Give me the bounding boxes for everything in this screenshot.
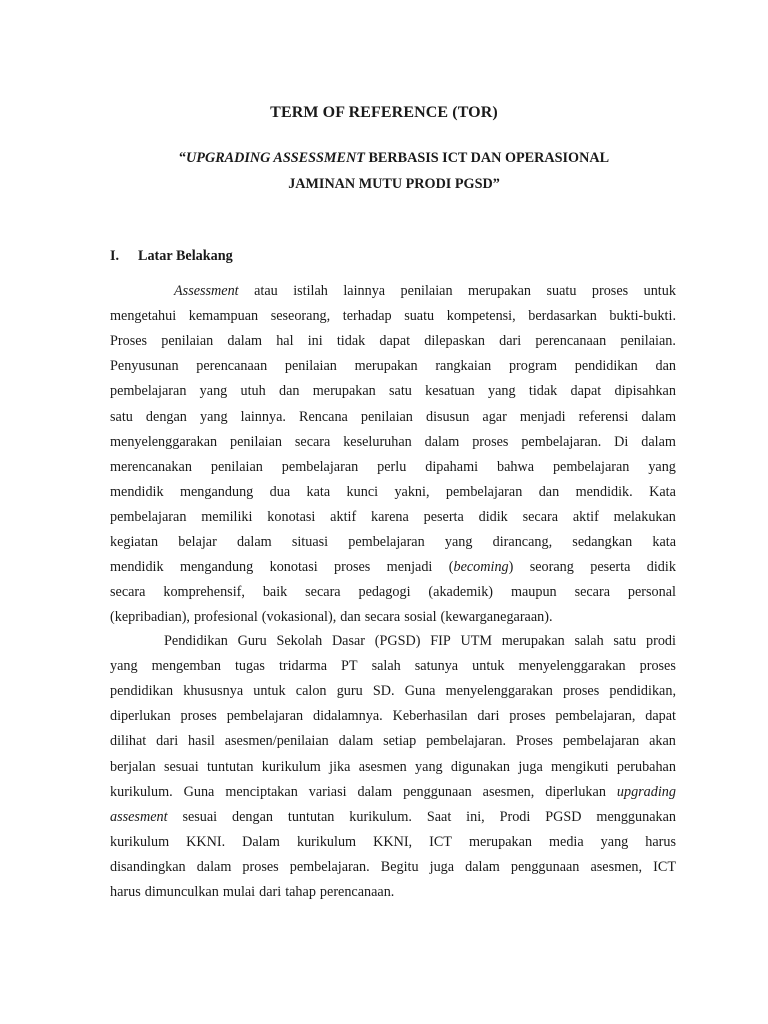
word: dan — [655, 358, 676, 374]
word: aktif — [572, 509, 599, 525]
word: salah — [574, 633, 604, 649]
paragraph-1-line-2 — [110, 307, 676, 325]
word: memiliki — [201, 509, 253, 525]
word: satunya — [414, 658, 459, 674]
word: proses — [591, 283, 629, 299]
word: mengandung — [179, 484, 254, 500]
word: Di — [614, 434, 629, 450]
word: dari — [156, 733, 179, 749]
word: dan — [538, 484, 560, 500]
word: Rencana — [299, 409, 348, 425]
word: dalam — [424, 434, 460, 450]
word: sedangkan — [572, 534, 633, 550]
word: dirancang, — [492, 534, 553, 550]
word: assesment — [110, 809, 168, 825]
word: penilaian — [230, 434, 283, 450]
word: Guna — [404, 683, 436, 699]
word: jika — [329, 759, 351, 775]
word: (kewarganegaraan). — [440, 609, 553, 625]
word: harus — [110, 884, 141, 900]
word: kurikulum — [296, 834, 357, 850]
word: dilepaskan — [424, 333, 485, 349]
word: komprehensif, — [163, 584, 245, 600]
word: UTM — [460, 633, 493, 649]
paragraph-2-line-9 — [110, 833, 676, 851]
word: dipahami — [425, 459, 479, 475]
word: perencanaan — [535, 333, 607, 349]
word: mengemban — [151, 658, 221, 674]
word: asesmen/penilaian — [224, 733, 329, 749]
word: mendidik — [110, 484, 164, 500]
word: ini — [307, 333, 323, 349]
word: yang — [415, 759, 443, 775]
word: yakni, — [394, 484, 430, 500]
word: hal — [276, 333, 294, 349]
word: didik — [478, 509, 508, 525]
word: ICT — [653, 859, 676, 875]
word: tahap — [285, 884, 316, 900]
paragraph-1-line-5 — [110, 382, 676, 400]
word: dalam — [227, 333, 263, 349]
word: kata — [306, 484, 331, 500]
word: proses — [639, 658, 676, 674]
word: FIP — [430, 633, 451, 649]
word: pembelajaran — [562, 733, 640, 749]
word: profesional — [193, 609, 258, 625]
word: perlu — [377, 459, 407, 475]
word: dengan — [232, 809, 273, 825]
word: penggunaan — [403, 784, 472, 800]
word: dilihat — [110, 733, 147, 749]
subtitle-open-quote: “ — [178, 150, 187, 166]
word: secara — [294, 434, 331, 450]
word: Sekolah — [276, 633, 323, 649]
paragraph-2-line-11 — [110, 883, 676, 901]
word: PGSD — [545, 809, 582, 825]
word: pembelajaran — [110, 509, 187, 525]
word: pembelajaran. — [521, 434, 602, 450]
word: sosial — [404, 609, 437, 625]
word: yang — [648, 459, 676, 475]
word: perencanaan — [196, 358, 268, 374]
word: disusun — [425, 409, 470, 425]
word: belajar — [178, 534, 217, 550]
word: merupakan — [468, 834, 532, 850]
word: satu — [389, 383, 412, 399]
word: menggunakan — [596, 809, 676, 825]
word: calon — [295, 683, 327, 699]
paragraph-2-line-5 — [110, 732, 676, 750]
word: lainnya. — [240, 409, 286, 425]
word: kurikulum — [110, 834, 170, 850]
word: penilaian — [161, 333, 214, 349]
paragraph-1-line-7 — [110, 433, 676, 451]
word: Prodi — [499, 809, 531, 825]
word: yang — [600, 834, 629, 850]
paragraph-2-line-6 — [110, 758, 676, 776]
word: hasil — [188, 733, 215, 749]
word: utuh — [240, 383, 266, 399]
word: yang — [444, 534, 473, 550]
word: menjadi — [519, 409, 566, 425]
word: perubahan — [616, 759, 676, 775]
document-subtitle-line-2: JAMINAN MUTU PRODI PGSD” — [288, 176, 500, 192]
word: tridarma — [278, 658, 327, 674]
word: kurikulum. — [110, 784, 173, 800]
paragraph-1-line-11 — [110, 533, 676, 551]
word: karena — [370, 509, 409, 525]
word: tuntutan — [287, 809, 335, 825]
word: menciptakan — [225, 784, 298, 800]
word: mengandung — [179, 559, 254, 575]
word: pembelajaran — [445, 484, 523, 500]
word: Dalam — [242, 834, 280, 850]
word: digunakan — [450, 759, 511, 775]
word: baik — [262, 584, 288, 600]
word: proses — [180, 708, 217, 724]
paragraph-1-line-10 — [110, 508, 676, 526]
paragraph-1-line-8 — [110, 458, 676, 476]
word: dalam — [641, 409, 676, 425]
word: secara — [574, 584, 610, 600]
word: merupakan — [312, 383, 376, 399]
word: dipisahkan — [614, 383, 676, 399]
word: untuk — [643, 283, 676, 299]
word: referensi — [578, 409, 629, 425]
word: yang — [110, 658, 138, 674]
word: penggunaan — [510, 859, 580, 875]
word: rangkaian — [435, 358, 492, 374]
word: Guru — [237, 633, 267, 649]
word: proses — [509, 708, 546, 724]
word: mendidik. — [575, 484, 633, 500]
paragraph-2-line-2 — [110, 657, 676, 675]
word: suatu — [546, 283, 577, 299]
document-subtitle-line-1 — [0, 150, 768, 167]
word: (akademik) — [428, 584, 494, 600]
word: keseluruhan — [343, 434, 412, 450]
word: dalam — [196, 859, 232, 875]
paragraph-1-line-9 — [110, 483, 676, 501]
word: tugas — [234, 658, 265, 674]
paragraph-2-line-4 — [110, 707, 676, 725]
word: melakukan — [613, 509, 676, 525]
word: penilaian — [284, 358, 337, 374]
word: Saat — [426, 809, 452, 825]
word: pembelajaran. — [289, 859, 370, 875]
word: yang — [199, 383, 228, 399]
word: didalamnya. — [312, 708, 383, 724]
subtitle-rest: BERBASIS ICT DAN OPERASIONAL — [364, 150, 610, 166]
subtitle-italic-term: UPGRADING ASSESSMENT — [186, 150, 365, 166]
word: yang — [199, 409, 228, 425]
word: terhadap — [342, 308, 392, 324]
word: ini, — [466, 809, 485, 825]
word: KKNI, — [373, 834, 413, 850]
word: juga — [518, 759, 543, 775]
word: menyelenggarakan — [110, 434, 218, 450]
word: suatu — [404, 308, 435, 324]
word: pendidikan — [574, 358, 638, 374]
word: dari — [499, 333, 522, 349]
word: merupakan — [468, 283, 532, 299]
word: merupakan — [354, 358, 418, 374]
word: upgrading — [616, 784, 676, 800]
word: pembelajaran — [281, 459, 359, 475]
word: konotasi — [269, 559, 318, 575]
word: Penyusunan — [110, 358, 179, 374]
word: dengan — [145, 409, 187, 425]
paragraph-1-line-3 — [110, 332, 676, 350]
word: menjadi — [386, 559, 433, 575]
word: ICT — [429, 834, 452, 850]
word: peserta — [423, 509, 464, 525]
paragraph-1-line-12 — [110, 558, 676, 576]
word: asesmen, — [482, 784, 535, 800]
word: tidak — [336, 333, 366, 349]
word: situasi — [291, 534, 329, 550]
word: mengetahui — [110, 308, 177, 324]
word: (becoming) — [448, 559, 514, 575]
word: secara — [110, 584, 146, 600]
word: Proses — [110, 333, 148, 349]
word: secara — [364, 609, 401, 625]
word: seorang — [529, 559, 574, 575]
word: pendidikan, — [609, 683, 676, 699]
paragraph-2-line-8 — [110, 808, 676, 826]
word: pembelajaran — [348, 534, 425, 550]
word: tuntutan — [206, 759, 254, 775]
word: pembelajaran — [552, 459, 630, 475]
word: dapat — [570, 383, 602, 399]
word: Assessment — [174, 283, 239, 299]
word: seseorang, — [270, 308, 331, 324]
word: kurikulum — [261, 759, 321, 775]
word: (vokasional), — [261, 609, 337, 625]
word: dari — [477, 708, 500, 724]
word: untuk — [472, 658, 505, 674]
word: satu — [110, 409, 133, 425]
word: sesuai — [163, 759, 199, 775]
section-heading — [110, 248, 233, 265]
word: penilaian — [210, 459, 263, 475]
word: asesmen — [358, 759, 407, 775]
word: dalam — [641, 434, 676, 450]
word: dalam — [357, 784, 393, 800]
word: didik — [646, 559, 676, 575]
paragraph-2-line-10 — [110, 858, 676, 876]
section-title: Latar Belakang — [138, 248, 233, 264]
word: dua — [269, 484, 291, 500]
word: guru — [336, 683, 363, 699]
word: (kepribadian), — [110, 609, 190, 625]
word: personal — [627, 584, 676, 600]
document-title: TERM OF REFERENCE (TOR) — [270, 104, 498, 121]
paragraph-1-line-1 — [174, 282, 676, 300]
word: satu — [613, 633, 637, 649]
word: bukti-bukti. — [609, 308, 676, 324]
word: berdasarkan — [528, 308, 597, 324]
word: dalam — [237, 534, 272, 550]
word: kegiatan — [110, 534, 159, 550]
word: dapat — [379, 333, 411, 349]
word: yang — [488, 383, 516, 399]
word: asesmen, — [590, 859, 643, 875]
word: SD. — [372, 683, 395, 699]
word: variasi — [308, 784, 347, 800]
word: dimunculkan — [144, 884, 219, 900]
word: peserta — [590, 559, 631, 575]
paragraph-1-line-13 — [110, 583, 676, 601]
word: disandingkan — [110, 859, 186, 875]
word: secara — [305, 584, 341, 600]
word: berjalan — [110, 759, 156, 775]
word: dapat — [645, 708, 676, 724]
word: penilaian — [400, 283, 453, 299]
word: dari — [259, 884, 282, 900]
word: menyelenggarakan — [445, 683, 553, 699]
word: diperlukan — [545, 784, 606, 800]
word: dalam — [338, 733, 374, 749]
word: merupakan — [501, 633, 565, 649]
word: dalam — [465, 859, 500, 875]
paragraph-2-line-3 — [110, 682, 676, 700]
word: media — [549, 834, 584, 850]
word: lainnya — [343, 283, 386, 299]
word: akan — [649, 733, 676, 749]
word: secara — [522, 509, 559, 525]
paragraph-2-line-1 — [164, 632, 676, 650]
word: KKNI. — [186, 834, 226, 850]
word: sesuai — [182, 809, 218, 825]
word: atau — [254, 283, 278, 299]
word: mulai — [222, 884, 256, 900]
paragraph-1-line-6 — [110, 408, 676, 426]
word: proses — [242, 859, 279, 875]
word: (PGSD) — [374, 633, 421, 649]
word: pembelajaran, — [555, 708, 636, 724]
word: menyelenggarakan — [518, 658, 626, 674]
word: kesatuan — [425, 383, 475, 399]
word: mendidik — [110, 559, 164, 575]
word: PT — [341, 658, 358, 674]
word: Dasar — [331, 633, 366, 649]
word: dan — [279, 383, 300, 399]
word: merencanakan — [110, 459, 192, 475]
word: pendidikan — [110, 683, 174, 699]
word: aktif — [330, 509, 357, 525]
word: untuk — [253, 683, 286, 699]
word: kurikulum. — [349, 809, 412, 825]
word: kompetensi, — [446, 308, 516, 324]
paragraph-2-line-7 — [110, 783, 676, 801]
word: Pendidikan — [164, 633, 228, 649]
word: Proses — [515, 733, 553, 749]
word: Begitu — [380, 859, 419, 875]
word: khususnya — [183, 683, 244, 699]
word: Keberhasilan — [392, 708, 468, 724]
word: penilaian. — [620, 333, 676, 349]
paragraph-1-line-4 — [110, 357, 676, 375]
word: proses — [562, 683, 600, 699]
word: perencanaan. — [319, 884, 395, 900]
paragraph-1-line-14 — [110, 608, 676, 626]
word: Guna — [183, 784, 215, 800]
word: setiap — [383, 733, 417, 749]
word: kata — [652, 534, 676, 550]
word: penilaian — [360, 409, 413, 425]
word: juga — [429, 859, 455, 875]
word: mengikuti — [551, 759, 609, 775]
word: proses — [472, 434, 509, 450]
word: agar — [482, 409, 507, 425]
word: kemampuan — [188, 308, 259, 324]
word: pembelajaran — [226, 708, 304, 724]
word: prodi — [646, 633, 676, 649]
word: dan — [340, 609, 361, 625]
word: pembelajaran — [110, 383, 187, 399]
word: konotasi — [267, 509, 316, 525]
section-number: I. — [110, 248, 120, 264]
word: istilah — [293, 283, 328, 299]
word: program — [508, 358, 558, 374]
word: salah — [371, 658, 401, 674]
word: diperlukan — [110, 708, 171, 724]
word: proses — [334, 559, 371, 575]
word: kunci — [346, 484, 379, 500]
word: maupun — [510, 584, 557, 600]
word: harus — [645, 834, 676, 850]
word: pembelajaran. — [426, 733, 507, 749]
word: tidak — [528, 383, 558, 399]
word: bahwa — [496, 459, 535, 475]
word: Kata — [649, 484, 676, 500]
word: pedagogi — [358, 584, 411, 600]
